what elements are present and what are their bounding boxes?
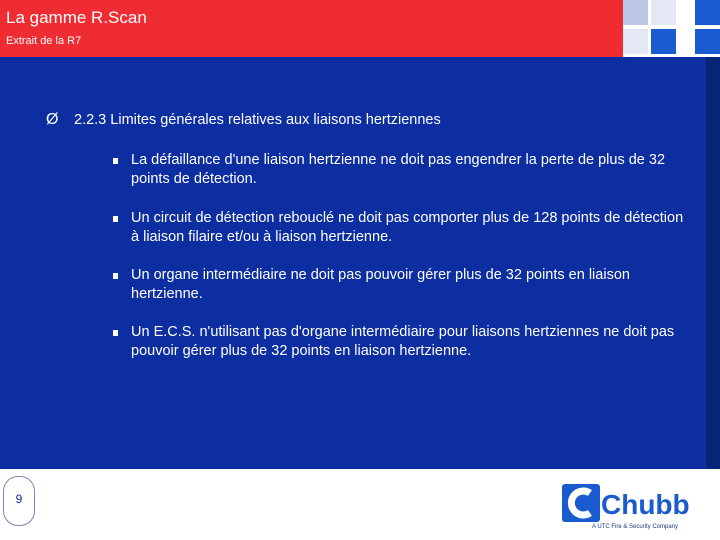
bullet-item	[113, 323, 693, 361]
bullet-item	[113, 266, 693, 304]
square-bullet-icon	[113, 330, 118, 336]
slide-subtitle: Extrait de la R7	[6, 35, 82, 47]
square-bullet-icon	[113, 273, 118, 279]
square-bullet-icon	[113, 216, 118, 222]
chubb-c-mark-icon	[562, 484, 600, 522]
bullet-item	[113, 209, 693, 247]
logo-tagline: A UTC Fire & Security Company	[592, 524, 679, 530]
bullet-text: Un organe intermédiaire ne doit pas pouvoir gérer plus de 32 points en liaison hertzienne.	[131, 267, 630, 302]
section-heading-text: 2.2.3 Limites générales relatives aux liaisons hertziennes	[74, 112, 441, 128]
arrow-bullet-icon: Ø	[46, 111, 59, 128]
chubb-logo	[562, 484, 702, 530]
bullet-text: La défaillance d'une liaison hertzienne ne doit pas engendrer la perte de plus de 32 points de détection.	[131, 152, 666, 187]
slide-title: La gamme R.Scan	[6, 8, 147, 27]
content-panel-edge	[706, 57, 720, 469]
bullet-text: Un circuit de détection rebouclé ne doit pas comporter plus de 128 points de détection à liaison filaire et/ou à liaison hertzienne.	[131, 210, 684, 245]
bullet-item	[113, 151, 693, 189]
page-number: 9	[15, 492, 23, 506]
logo-text: Chubb	[601, 489, 690, 520]
square-bullet-icon	[113, 158, 118, 164]
section-heading	[46, 111, 441, 129]
bullet-text: Un E.C.S. n'utilisant pas d'organe intermédiaire pour liaisons hertziennes ne doit pas pouvoir gérer plus de 32 points en liaison hertzienne.	[131, 324, 675, 359]
